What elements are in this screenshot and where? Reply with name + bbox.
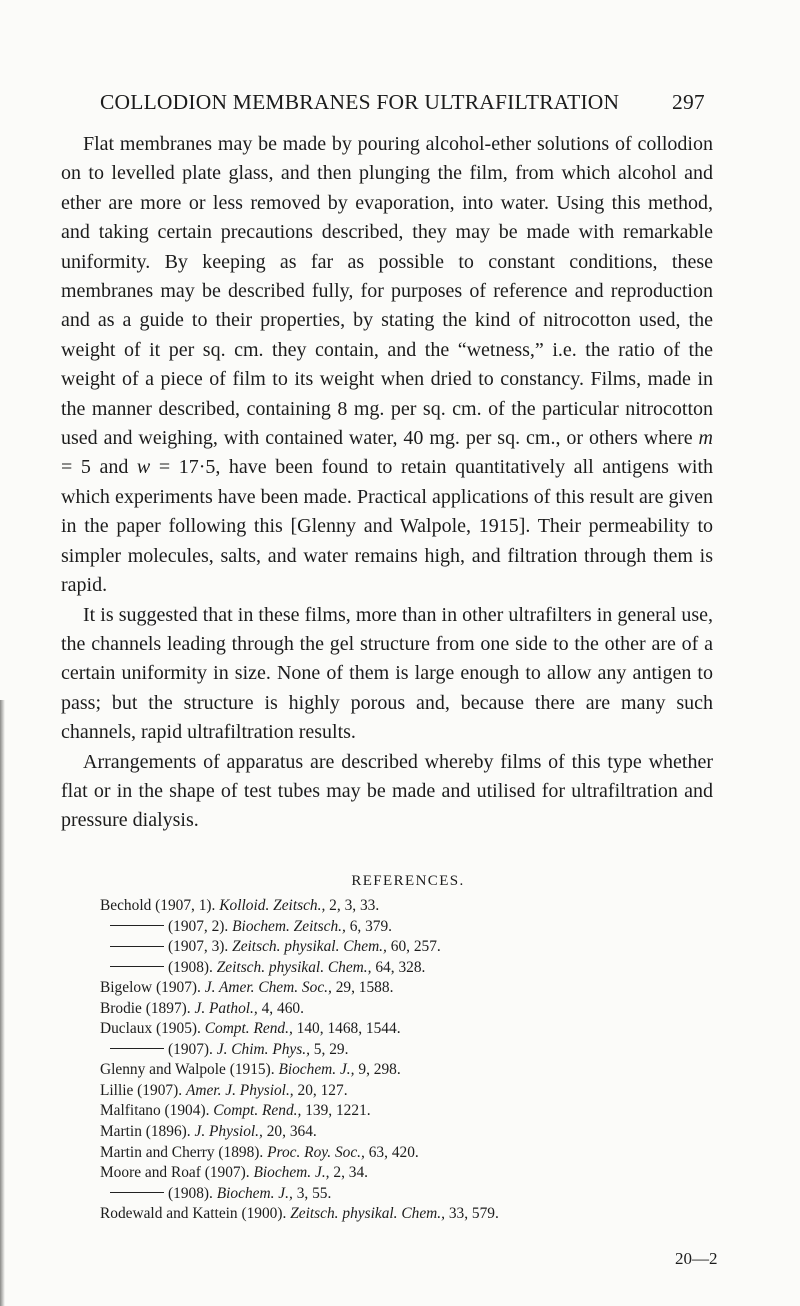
reference-item xyxy=(100,1204,780,1225)
reference-author: Bechold (1907, 1). xyxy=(100,897,216,914)
reference-volume-page: 20, 127. xyxy=(297,1081,348,1099)
reference-volume-page: 139, 1221. xyxy=(305,1102,371,1120)
reference-item xyxy=(100,1060,780,1081)
paragraph-channels: It is suggested that in these films, more than in other ultrafilters in general use, the channels leading through the gel structure from one side to the other are of a certain uniformity in size. None of them is large enough to allow any antigen to pass; but the structure is highly porous and, because there are many such channels, rapid ultrafiltration results. xyxy=(61,603,713,744)
reference-item xyxy=(100,1163,780,1184)
reference-author: Rodewald and Kattein (1900). xyxy=(100,1205,287,1223)
reference-author: Moore and Roaf (1907). xyxy=(100,1164,250,1182)
reference-item xyxy=(100,999,780,1020)
references-list xyxy=(100,896,780,1225)
references-heading xyxy=(0,873,800,890)
reference-journal: Zeitsch. physikal. Chem., xyxy=(290,1205,445,1223)
reference-journal: Biochem. Zeitsch., xyxy=(232,917,346,935)
reference-author: (1908). xyxy=(168,1184,213,1202)
ditto-dash xyxy=(110,925,164,926)
reference-volume-page: 2, 3, 33. xyxy=(329,897,380,914)
printer-signature: 20—2 xyxy=(675,1249,718,1268)
reference-volume-page: 60, 257. xyxy=(390,938,441,956)
reference-volume-page: 64, 328. xyxy=(375,958,426,976)
reference-journal: Biochem. J., xyxy=(253,1164,330,1182)
references-heading-text: REFERENCES. xyxy=(351,873,465,889)
reference-item xyxy=(100,1040,780,1061)
paragraph-1-text-a: Flat membranes may be made by pouring alcohol-ether solutions of collodion on to levelled plate glass, and then plunging the film, from which alcohol and ether are more or less removed by evaporation, into water. Using this method, and taking certain precautions described, they may be made with remarkable uniformity. By keeping as far as possible to constant conditions, these membranes may be described fully, for purposes of reference and reproduction and as a guide to their properties, by stating the kind of nitrocotton used, the weight of it per sq. cm. they contain, and the “wetness,” i.e. the ratio of the weight of a piece of film to its weight when dried to constancy. Films, made in the manner described, containing 8 mg. per sq. cm. of the particular nitrocotton used and weighing, with contained water, 40 mg. per sq. cm., or others where xyxy=(61,133,713,450)
reference-volume-page: 63, 420. xyxy=(368,1143,419,1161)
reference-journal: Zeitsch. physikal. Chem., xyxy=(232,938,387,956)
reference-volume-page: 5, 29. xyxy=(313,1040,349,1058)
reference-journal: J. Pathol., xyxy=(194,999,258,1017)
reference-author: Malfitano (1904). xyxy=(100,1102,210,1120)
reference-author: (1907, 2). xyxy=(168,917,229,935)
reference-author: (1907). xyxy=(168,1040,213,1058)
body-text xyxy=(61,130,713,836)
ditto-dash xyxy=(110,1048,164,1049)
reference-item xyxy=(100,958,780,979)
paragraph-1-text-c: = 17·5, have been found to retain quantitatively all antigens with which experiments have been made. Practical applications of this result are given in the paper following this [Glenny and Walpole, 1915]. Their permeability to simpler molecules, salts, and water remains high, and filtration through them is rapid. xyxy=(61,456,714,597)
reference-item xyxy=(100,1122,780,1143)
running-title: COLLODION MEMBRANES FOR ULTRAFILTRATION xyxy=(100,90,620,114)
reference-author: (1907, 3). xyxy=(168,938,229,956)
reference-volume-page: 3, 55. xyxy=(296,1184,332,1202)
reference-author: Glenny and Walpole (1915). xyxy=(100,1061,275,1079)
reference-author: Duclaux (1905). xyxy=(100,1020,201,1038)
reference-volume-page: 9, 298. xyxy=(358,1061,401,1079)
reference-volume-page: 140, 1468, 1544. xyxy=(296,1020,401,1038)
reference-journal: Biochem. J., xyxy=(216,1184,293,1202)
reference-journal: J. Amer. Chem. Soc., xyxy=(204,979,332,997)
page-edge-shadow xyxy=(0,700,5,1306)
reference-journal: J. Physiol., xyxy=(194,1123,263,1141)
reference-author: (1908). xyxy=(168,958,213,976)
reference-item xyxy=(100,1019,780,1040)
reference-journal: J. Chim. Phys., xyxy=(216,1040,310,1058)
reference-item xyxy=(100,978,780,999)
reference-item xyxy=(100,917,780,938)
reference-author: Martin and Cherry (1898). xyxy=(100,1143,264,1161)
ditto-dash xyxy=(110,966,164,967)
reference-volume-page: 6, 379. xyxy=(349,917,393,935)
reference-item xyxy=(100,1143,780,1164)
symbol-m: m xyxy=(698,427,713,450)
reference-volume-page: 29, 1588. xyxy=(335,979,394,997)
symbol-w: w xyxy=(136,456,151,479)
reference-journal: Zeitsch. physikal. Chem., xyxy=(216,958,372,976)
ditto-dash xyxy=(110,1192,164,1193)
paragraph-apparatus: Arrangements of apparatus are described whereby films of this type whether flat or in the shape of test tubes may be made and utilised for ultrafiltration and pressure dialysis. xyxy=(61,750,713,832)
reference-journal: Compt. Rend., xyxy=(213,1102,302,1120)
ditto-dash xyxy=(110,946,164,947)
reference-volume-page: 4, 460. xyxy=(261,999,304,1017)
reference-journal: Kolloid. Zeitsch., xyxy=(219,897,326,914)
paragraph-1-text-b: = 5 and xyxy=(61,456,137,479)
reference-item xyxy=(100,1081,780,1102)
reference-author: Lillie (1907). xyxy=(100,1081,183,1099)
reference-author: Bigelow (1907). xyxy=(100,979,201,997)
page-number: 297 xyxy=(672,90,705,114)
reference-item xyxy=(100,896,780,917)
reference-journal: Amer. J. Physiol., xyxy=(185,1081,294,1099)
reference-journal: Biochem. J., xyxy=(278,1061,355,1079)
reference-volume-page: 2, 34. xyxy=(333,1164,369,1182)
reference-journal: Proc. Roy. Soc., xyxy=(267,1143,365,1161)
reference-author: Brodie (1897). xyxy=(100,999,191,1017)
reference-author: Martin (1896). xyxy=(100,1123,191,1141)
paragraph-flat-membranes xyxy=(61,130,713,601)
reference-volume-page: 20, 364. xyxy=(266,1123,317,1141)
reference-item xyxy=(100,937,780,958)
reference-journal: Compt. Rend., xyxy=(204,1020,293,1038)
reference-item xyxy=(100,1101,780,1122)
reference-item xyxy=(100,1184,780,1205)
reference-volume-page: 33, 579. xyxy=(448,1205,499,1223)
